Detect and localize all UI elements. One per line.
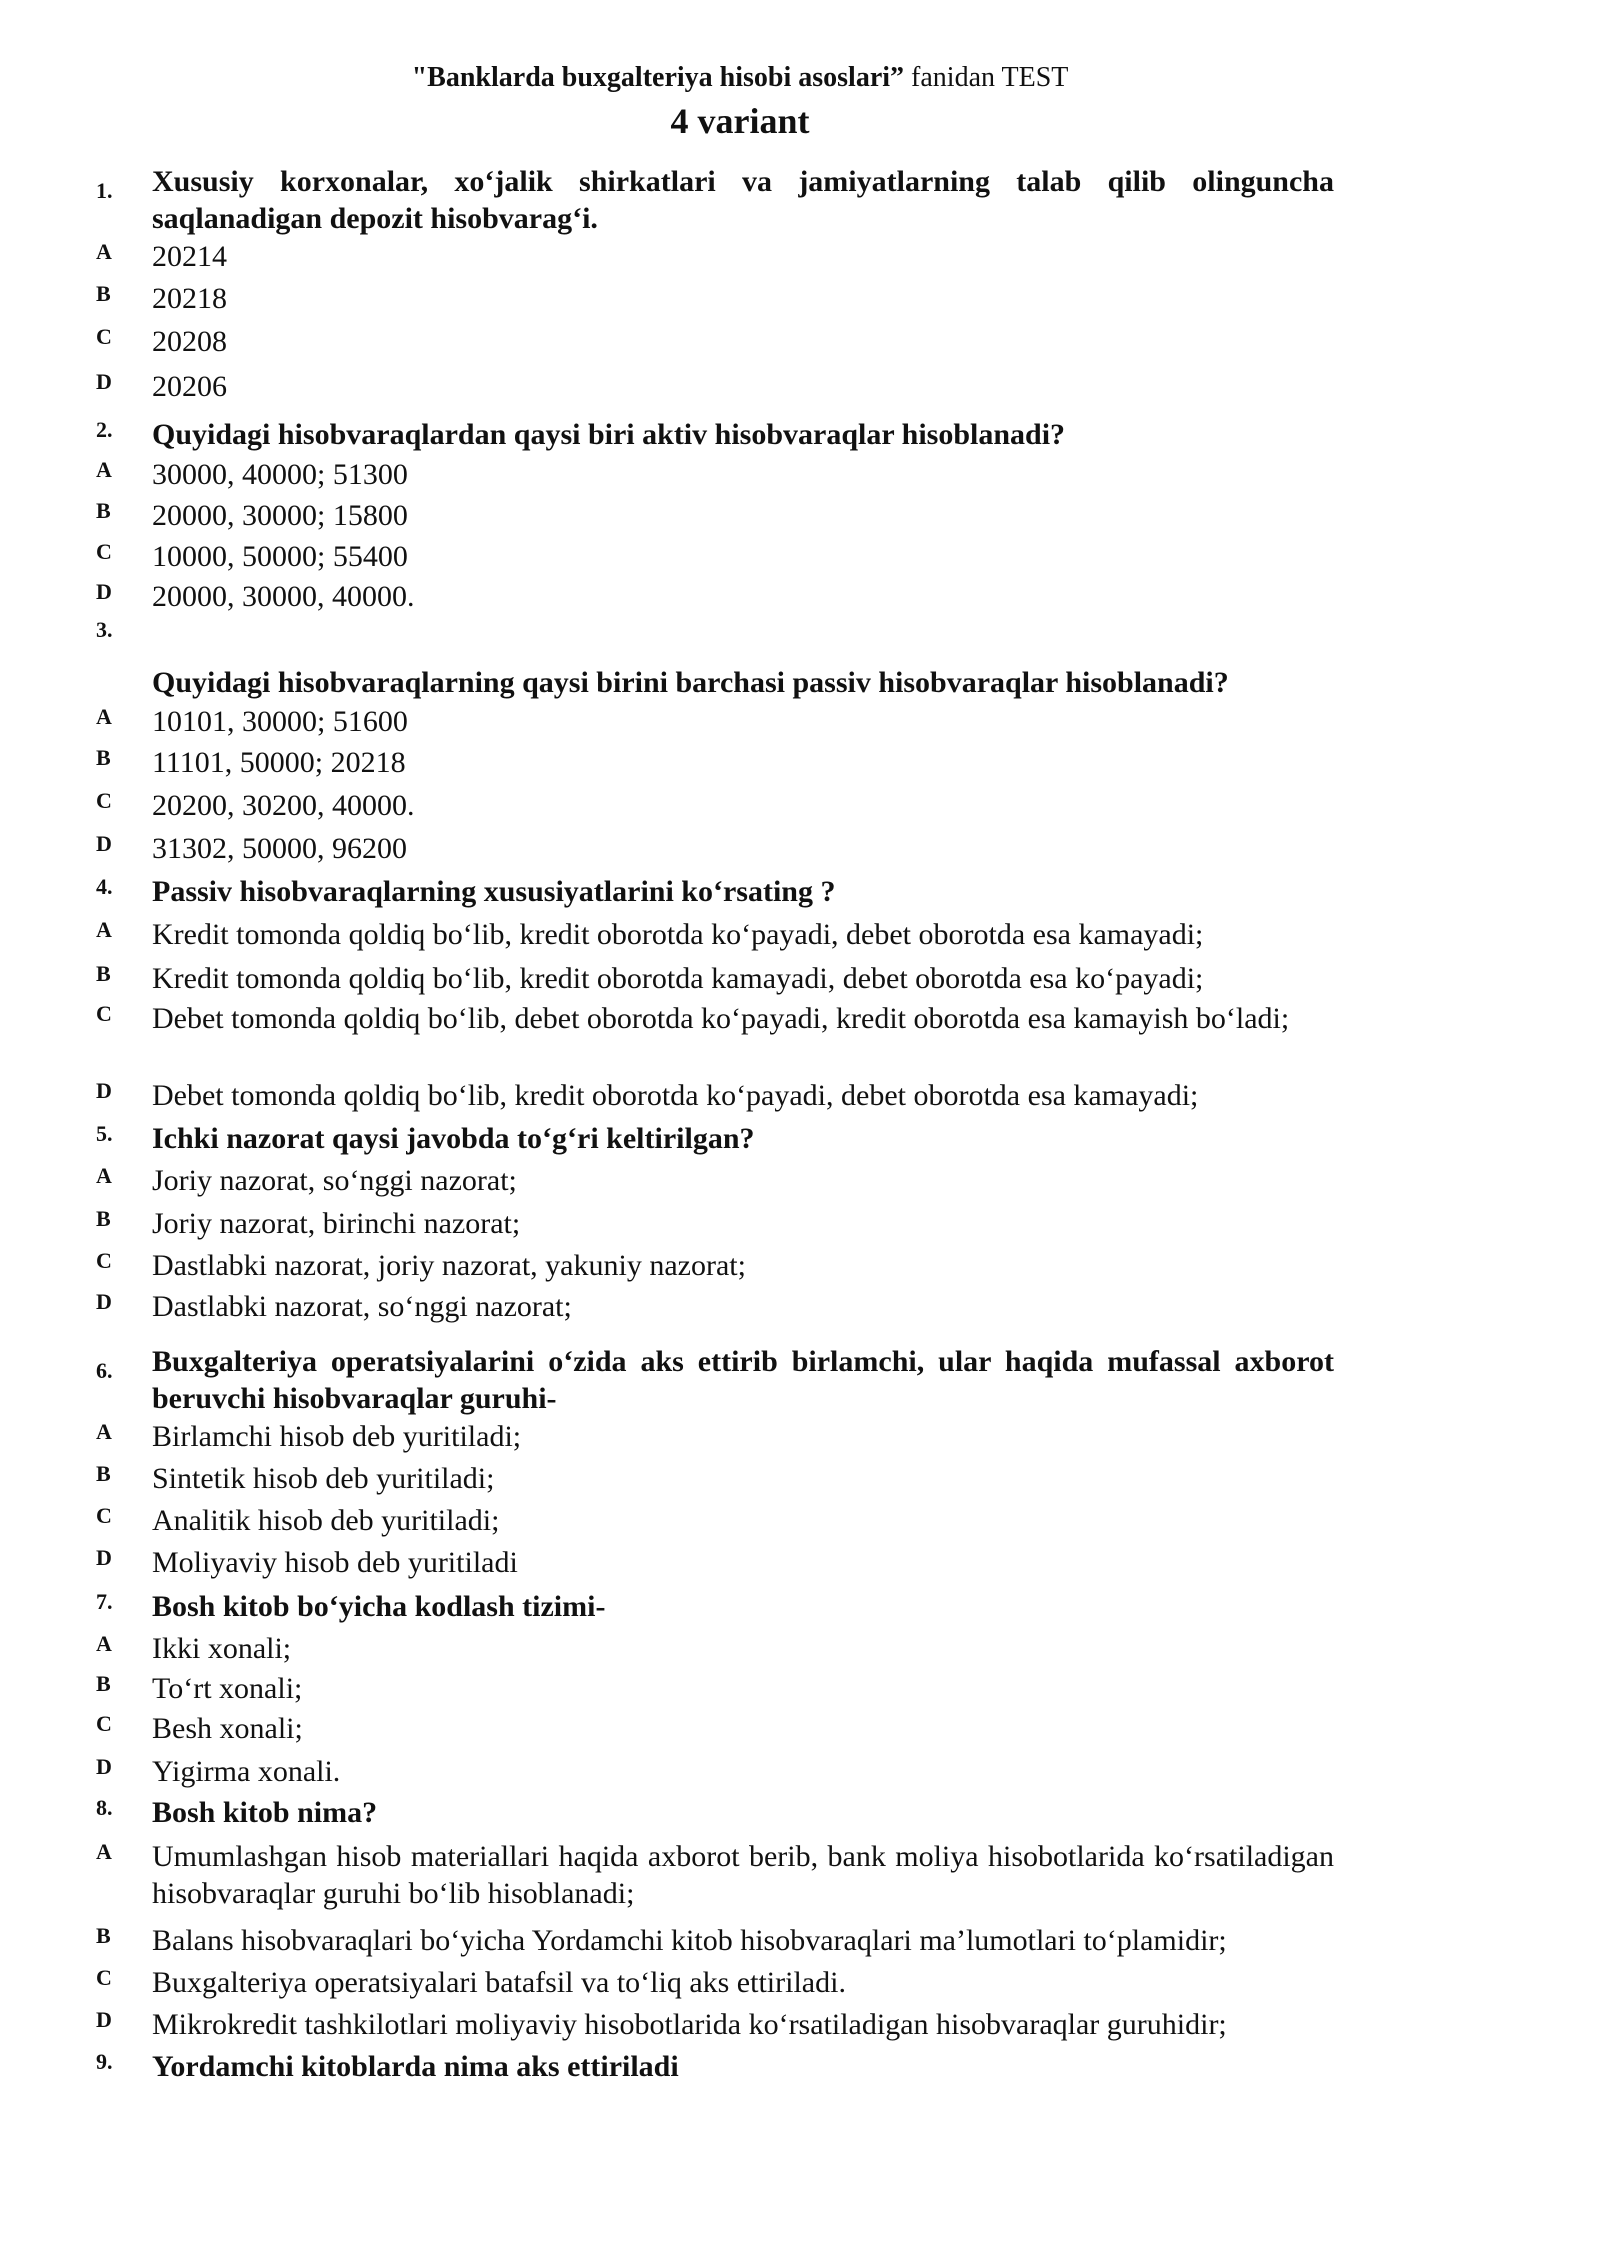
subject-line bbox=[0, 62, 1480, 94]
option-letter: D bbox=[96, 831, 112, 856]
question-text: Passiv hisobvaraqlarning xususiyatlarini ko‘rsating ? bbox=[152, 875, 836, 908]
option-letter: A bbox=[96, 917, 112, 942]
question-number: 1. bbox=[96, 178, 113, 203]
option-letter: D bbox=[96, 2007, 112, 2032]
option-text: Yigirma xonali. bbox=[152, 1755, 341, 1788]
subject-suffix: fanidan TEST bbox=[904, 62, 1069, 93]
option-letter: D bbox=[96, 579, 112, 604]
option-text: To‘rt xonali; bbox=[152, 1672, 303, 1705]
question-text: Quyidagi hisobvaraqlardan qaysi biri aktiv hisobvaraqlar hisoblanadi? bbox=[152, 418, 1066, 451]
question-number: 4. bbox=[96, 874, 113, 899]
option-letter: D bbox=[96, 1545, 112, 1570]
question-text: Bosh kitob nima? bbox=[152, 1796, 378, 1829]
question-number: 3. bbox=[96, 617, 113, 642]
option-text: Debet tomonda qoldiq bo‘lib, kredit oborotda ko‘payadi, debet oborotda esa kamayadi; bbox=[152, 1079, 1199, 1112]
option-text: 20200, 30200, 40000. bbox=[152, 789, 415, 822]
question-text: Ichki nazorat qaysi javobda to‘g‘ri keltirilgan? bbox=[152, 1122, 755, 1155]
option-letter: C bbox=[96, 1711, 112, 1736]
option-letter: D bbox=[96, 1754, 112, 1779]
option-letter: B bbox=[96, 1923, 111, 1948]
option-text: 11101, 50000; 20218 bbox=[152, 746, 406, 779]
option-text: Birlamchi hisob deb yuritiladi; bbox=[152, 1420, 522, 1453]
question-text: Xususiy korxonalar, xo‘jalik shirkatlari va jamiyatlarning talab qilib olinguncha saqlanadigan depozit hisobvarag‘i. bbox=[152, 165, 1334, 235]
option-text: 20000, 30000, 40000. bbox=[152, 580, 415, 613]
option-letter: A bbox=[96, 704, 112, 729]
question-number: 9. bbox=[96, 2049, 113, 2074]
option-letter: C bbox=[96, 1001, 112, 1026]
option-text: 20214 bbox=[152, 240, 227, 273]
option-text: Kredit tomonda qoldiq bo‘lib, kredit oborotda ko‘payadi, debet oborotda esa kamayadi; bbox=[152, 918, 1204, 951]
option-letter: B bbox=[96, 1206, 111, 1231]
option-text: Dastlabki nazorat, joriy nazorat, yakuniy nazorat; bbox=[152, 1249, 746, 1282]
option-letter: C bbox=[96, 1965, 112, 1990]
option-text: 20218 bbox=[152, 282, 227, 315]
option-letter: A bbox=[96, 1631, 112, 1656]
option-letter: C bbox=[96, 539, 112, 564]
option-text: 20206 bbox=[152, 370, 227, 403]
option-letter: D bbox=[96, 1289, 112, 1314]
option-text: Dastlabki nazorat, so‘nggi nazorat; bbox=[152, 1290, 572, 1323]
option-letter: C bbox=[96, 1503, 112, 1528]
option-text: Analitik hisob deb yuritiladi; bbox=[152, 1504, 500, 1537]
option-letter: B bbox=[96, 281, 111, 306]
option-letter: B bbox=[96, 745, 111, 770]
variant-title: 4 variant bbox=[670, 101, 810, 141]
option-letter: B bbox=[96, 498, 111, 523]
option-text: Besh xonali; bbox=[152, 1712, 303, 1745]
option-text: 10101, 30000; 51600 bbox=[152, 705, 408, 738]
option-text: 20208 bbox=[152, 325, 227, 358]
question-number: 2. bbox=[96, 417, 113, 442]
option-text: Joriy nazorat, so‘nggi nazorat; bbox=[152, 1164, 517, 1197]
option-text: Kredit tomonda qoldiq bo‘lib, kredit oborotda kamayadi, debet oborotda esa ko‘payadi; bbox=[152, 962, 1204, 995]
question-number: 7. bbox=[96, 1589, 113, 1614]
option-text: Sintetik hisob deb yuritiladi; bbox=[152, 1462, 495, 1495]
option-letter: A bbox=[96, 1163, 112, 1188]
option-letter: A bbox=[96, 1839, 112, 1864]
option-letter: A bbox=[96, 1419, 112, 1444]
option-text: Mikrokredit tashkilotlari moliyaviy hisobotlarida ko‘rsatiladigan hisobvaraqlar guruhidir; bbox=[152, 2008, 1227, 2041]
option-text: 31302, 50000, 96200 bbox=[152, 832, 407, 865]
option-text: Debet tomonda qoldiq bo‘lib, debet oborotda ko‘payadi, kredit oborotda esa kamayish bo‘ladi; bbox=[152, 1002, 1290, 1035]
question-number: 5. bbox=[96, 1121, 113, 1146]
option-letter: A bbox=[96, 239, 112, 264]
question-text: Bosh kitob bo‘yicha kodlash tizimi- bbox=[152, 1590, 606, 1623]
question-text: Yordamchi kitoblarda nima aks ettiriladi bbox=[152, 2050, 679, 2083]
option-letter: B bbox=[96, 1461, 111, 1486]
option-text: Balans hisobvaraqlari bo‘yicha Yordamchi kitob hisobvaraqlari ma’lumotlari to‘plamidir; bbox=[152, 1924, 1227, 1957]
option-text: 20000, 30000; 15800 bbox=[152, 499, 408, 532]
question-number: 8. bbox=[96, 1795, 113, 1820]
option-letter: B bbox=[96, 961, 111, 986]
option-letter: C bbox=[96, 788, 112, 813]
question-number: 6. bbox=[96, 1358, 113, 1383]
option-text: Ikki xonali; bbox=[152, 1632, 292, 1665]
option-letter: B bbox=[96, 1671, 111, 1696]
option-letter: C bbox=[96, 324, 112, 349]
option-text: Moliyaviy hisob deb yuritiladi bbox=[152, 1546, 518, 1579]
option-text: Umumlashgan hisob materiallari haqida axborot berib, bank moliya hisobotlarida ko‘rsatiladigan hisobvaraqlar guruhi bo‘lib hisoblanadi; bbox=[152, 1840, 1334, 1910]
subject-title: "Banklarda buxgalteriya hisobi asoslari” bbox=[411, 62, 905, 93]
question-text: Quyidagi hisobvaraqlarning qaysi birini barchasi passiv hisobvaraqlar hisoblanadi? bbox=[152, 666, 1229, 699]
option-letter: A bbox=[96, 457, 112, 482]
option-text: 10000, 50000; 55400 bbox=[152, 540, 408, 573]
option-letter: C bbox=[96, 1248, 112, 1273]
option-text: Buxgalteriya operatsiyalari batafsil va to‘liq aks ettiriladi. bbox=[152, 1966, 846, 1999]
option-letter: D bbox=[96, 1078, 112, 1103]
option-letter: D bbox=[96, 369, 112, 394]
option-text: 30000, 40000; 51300 bbox=[152, 458, 408, 491]
question-text: Buxgalteriya operatsiyalarini o‘zida aks ettirib birlamchi, ular haqida mufassal axborot beruvchi hisobvaraqlar guruhi- bbox=[152, 1345, 1334, 1415]
option-text: Joriy nazorat, birinchi nazorat; bbox=[152, 1207, 521, 1240]
